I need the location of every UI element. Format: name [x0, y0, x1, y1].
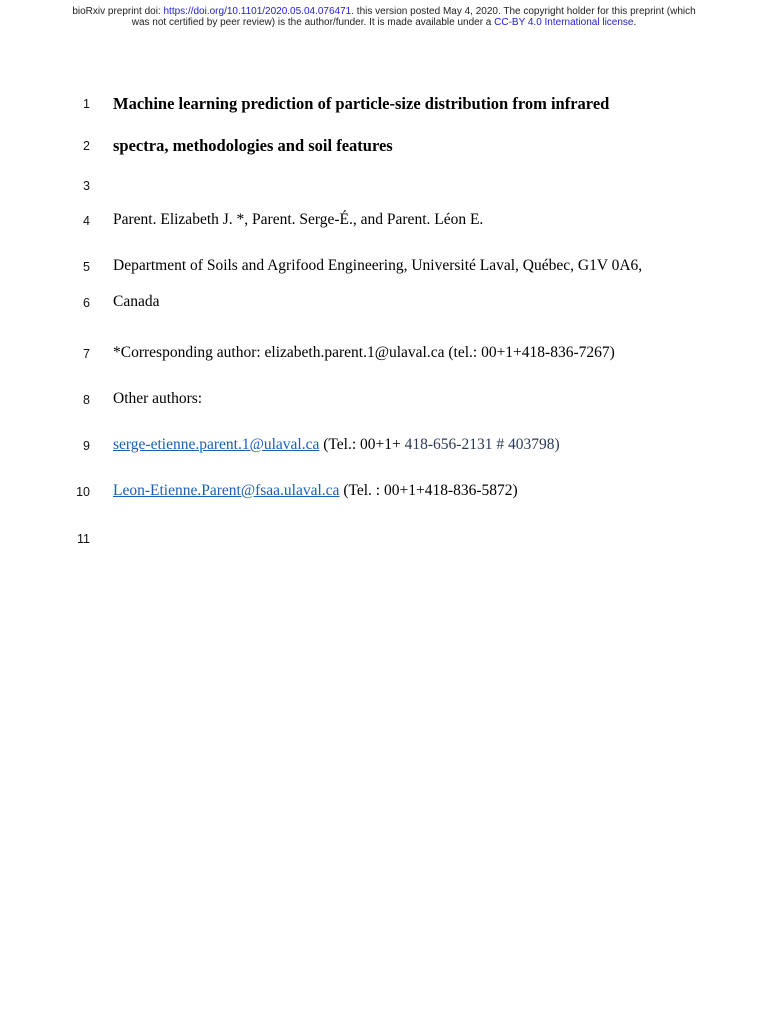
line-number: 6 [83, 296, 90, 310]
title-line-2: spectra, methodologies and soil features [113, 136, 393, 155]
line-number: 11 [77, 532, 90, 546]
affiliation-line-2: Canada [113, 293, 160, 310]
tel-number: 418-656-2131 # 403798) [404, 436, 560, 453]
other-authors-label: Other authors: [113, 390, 203, 407]
email-link[interactable]: Leon-Etienne.Parent@fsaa.ulaval.ca [113, 482, 340, 499]
banner-license-suffix: . [633, 17, 637, 28]
line-number: 8 [83, 393, 90, 407]
contact-line [113, 436, 728, 454]
tel-prefix: (Tel.: 00+1+ [319, 436, 405, 453]
banner-line-2 [0, 17, 768, 28]
line-number: 3 [83, 179, 90, 193]
line-number: 4 [83, 214, 90, 228]
doi-link[interactable]: https://doi.org/10.1101/2020.05.04.076471 [163, 6, 352, 17]
banner-line-1 [0, 6, 768, 17]
line-number: 1 [83, 97, 90, 111]
line-number: 10 [76, 485, 90, 499]
corresponding-author: *Corresponding author: elizabeth.parent.1@ulaval.ca (tel.: 00+1+418-836-7267) [113, 344, 615, 361]
title-line-1: Machine learning prediction of particle-size distribution from infrared [113, 94, 610, 113]
license-link[interactable]: CC-BY 4.0 International license [494, 17, 634, 28]
line-number: 5 [83, 260, 90, 274]
banner-license-prefix: was not certified by peer review) is the author/funder. It is made available under a [131, 17, 495, 28]
line-number: 9 [83, 439, 90, 453]
authors-line: Parent. Elizabeth J. *, Parent. Serge-É., and Parent. Léon E. [113, 211, 484, 228]
line-number: 2 [83, 139, 90, 153]
affiliation-line-1: Department of Soils and Agrifood Engineering, Université Laval, Québec, G1V 0A6, [113, 257, 643, 274]
line-number: 7 [83, 347, 90, 361]
preprint-banner [0, 6, 768, 28]
email-link[interactable]: serge-etienne.parent.1@ulaval.ca [113, 436, 320, 453]
contact-line [113, 482, 728, 500]
banner-prefix: bioRxiv preprint doi: [72, 6, 164, 17]
banner-suffix: . this version posted May 4, 2020. The copyright holder for this preprint (which [351, 6, 696, 17]
tel-prefix: (Tel. : 00+1+418-836-5872) [339, 482, 518, 499]
